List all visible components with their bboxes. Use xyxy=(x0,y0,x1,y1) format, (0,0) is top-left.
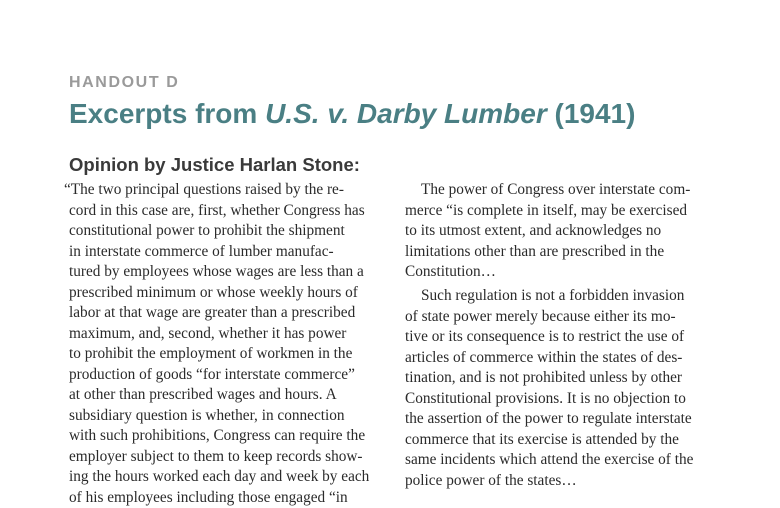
text-line: tination, and is not prohibited unless by other xyxy=(405,368,710,389)
text-line: tive or its consequence is to restrict the use of xyxy=(405,327,710,348)
text-line: the assertion of the power to regulate interstate xyxy=(405,409,710,430)
paragraph xyxy=(405,180,710,283)
text-line: at other than prescribed wages and hours. A xyxy=(64,385,379,406)
text-line: Such regulation is not a forbidden invasion xyxy=(405,286,710,307)
text-line: Constitutional provisions. It is no objection to xyxy=(405,389,710,410)
text-line: The power of Congress over interstate com- xyxy=(405,180,710,201)
opinion-heading: Opinion by Justice Harlan Stone: xyxy=(69,153,360,177)
text-line: of his employees including those engaged “in xyxy=(64,488,379,508)
text-line: police power of the states… xyxy=(405,471,710,492)
page-title xyxy=(69,96,635,132)
text-line: commerce that its exercise is attended by the xyxy=(405,430,710,451)
text-line: Constitution… xyxy=(405,262,710,283)
text-line: of state power merely because either its mo- xyxy=(405,307,710,328)
text-line: to prohibit the employment of workmen in the xyxy=(64,344,379,365)
text-line: limitations other than are prescribed in the xyxy=(405,242,710,263)
text-line: cord in this case are, first, whether Congress has xyxy=(64,201,379,222)
text-line: prescribed minimum or whose weekly hours of xyxy=(64,283,379,304)
handout-label: HANDOUT D xyxy=(69,73,179,93)
text-line: tured by employees whose wages are less than a xyxy=(64,262,379,283)
text-line: subsidiary question is whether, in connection xyxy=(64,406,379,427)
paragraph xyxy=(405,286,710,491)
right-column xyxy=(405,180,710,491)
text-line: with such prohibitions, Congress can require the xyxy=(64,426,379,447)
title-suffix: (1941) xyxy=(547,98,636,129)
text-line: in interstate commerce of lumber manufac- xyxy=(64,242,379,263)
text-line: “The two principal questions raised by the re- xyxy=(64,180,379,201)
text-line: maximum, and, second, whether it has power xyxy=(64,324,379,345)
text-line: ing the hours worked each day and week by each xyxy=(64,467,379,488)
text-line: production of goods “for interstate commerce” xyxy=(64,365,379,386)
text-line: same incidents which attend the exercise of the xyxy=(405,450,710,471)
text-line: articles of commerce within the states of des- xyxy=(405,348,710,369)
left-column xyxy=(64,180,379,508)
text-line: to its utmost extent, and acknowledges no xyxy=(405,221,710,242)
title-case-name: U.S. v. Darby Lumber xyxy=(265,98,547,129)
text-line: employer subject to them to keep records show- xyxy=(64,447,379,468)
title-prefix: Excerpts from xyxy=(69,98,265,129)
text-line: labor at that wage are greater than a prescribed xyxy=(64,303,379,324)
text-line: constitutional power to prohibit the shipment xyxy=(64,221,379,242)
text-line: merce “is complete in itself, may be exercised xyxy=(405,201,710,222)
